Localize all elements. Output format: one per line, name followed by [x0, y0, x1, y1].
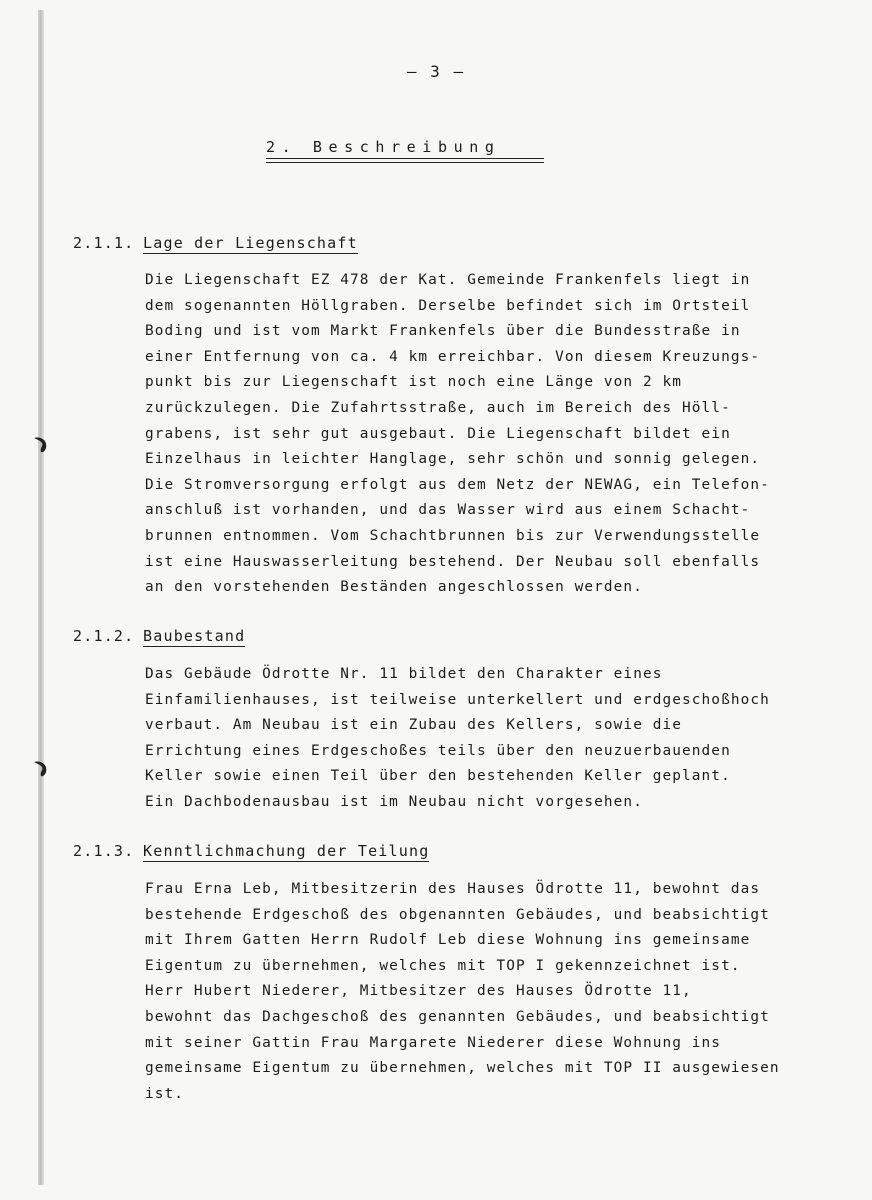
text-line: anschluß ist vorhanden, und das Wasser wird aus einem Schacht- [145, 502, 751, 519]
text-line: verbaut. Am Neubau ist ein Zubau des Kellers, sowie die [145, 717, 683, 734]
text-line: Eigentum zu übernehmen, welches mit TOP I gekennzeichnet ist. [145, 957, 741, 974]
subsection-title: Lage der Liegenschaft [143, 234, 358, 252]
text-line: mit seiner Gattin Frau Margarete Niederer diese Wohnung ins [145, 1034, 722, 1051]
punch-hole-mark-top [30, 432, 52, 458]
text-line: dem sogenannten Höllgraben. Derselbe befindet sich im Ortsteil [145, 297, 751, 314]
text-line: Ein Dachbodenausbau ist im Neubau nicht vorgesehen. [145, 793, 643, 810]
text-line: ist eine Hauswasserleitung bestehend. Der Neubau soll ebenfalls [145, 553, 761, 570]
text-line: Boding und ist vom Markt Frankenfels über die Bundesstraße in [145, 323, 741, 340]
subsection-number: 2.1.2. [73, 627, 135, 645]
subsection-title: Baubestand [143, 627, 246, 645]
text-line: Das Gebäude Ödrotte Nr. 11 bildet den Charakter eines [145, 666, 663, 682]
text-line: Herr Hubert Niederer, Mitbesitzer des Hauses Ödrotte 11, [145, 983, 692, 1000]
subsection-heading-teilung [73, 842, 429, 860]
subsection-title: Kenntlichmachung der Teilung [143, 842, 430, 860]
text-line: bewohnt das Dachgeschoß des genannten Gebäudes, und beabsichtigt [145, 1008, 770, 1025]
text-line: grabens, ist sehr gut ausgebaut. Die Liegenschaft bildet ein [145, 425, 731, 442]
text-line: zurückzulegen. Die Zufahrtsstraße, auch im Bereich des Höll- [145, 399, 731, 416]
text-line: an den vorstehenden Beständen angeschlossen werden. [145, 579, 643, 596]
punch-hole-mark-bottom [30, 756, 52, 782]
text-line: mit Ihrem Gatten Herrn Rudolf Leb diese Wohnung ins gemeinsame [145, 932, 751, 949]
text-line: Frau Erna Leb, Mitbesitzerin des Hauses Ödrotte 11, bewohnt das [145, 881, 761, 897]
paragraph-teilung [145, 877, 825, 1107]
text-line: Keller sowie einen Teil über den bestehenden Keller geplant. [145, 768, 731, 785]
paragraph-baubestand [145, 662, 825, 816]
text-line: Die Stromversorgung erfolgt aus dem Netz der NEWAG, ein Telefon- [145, 476, 770, 493]
binding-edge [38, 10, 44, 1185]
page-number: – 3 – [406, 62, 466, 81]
text-line: einer Entfernung von ca. 4 km erreichbar. Von diesem Kreuzungs- [145, 348, 761, 365]
text-line: punkt bis zur Liegenschaft ist noch eine Länge von 2 km [145, 374, 683, 391]
text-line: brunnen entnommen. Vom Schachtbrunnen bis zur Verwendungsstelle [145, 527, 761, 544]
subsection-heading-lage [73, 234, 358, 252]
subsection-number: 2.1.3. [73, 842, 135, 860]
text-line: bestehende Erdgeschoß des obgenannten Gebäudes, und beabsichtigt [145, 906, 770, 923]
text-line: Errichtung eines Erdgeschoßes teils über den neuzuerbauenden [145, 742, 731, 759]
text-line: Einzelhaus in leichter Hanglage, sehr schön und sonnig gelegen. [145, 451, 761, 468]
text-line: gemeinsame Eigentum zu übernehmen, welches mit TOP II ausgewiesen [145, 1060, 780, 1077]
text-line: ist. [145, 1085, 185, 1102]
text-line: Die Liegenschaft EZ 478 der Kat. Gemeinde Frankenfels liegt in [145, 272, 751, 288]
section-double-underline [266, 158, 544, 163]
subsection-number: 2.1.1. [73, 234, 135, 252]
paragraph-lage [145, 268, 825, 601]
section-heading: 2. Beschreibung [266, 138, 501, 156]
subsection-heading-baubestand [73, 627, 245, 645]
text-line: Einfamilienhauses, ist teilweise unterkellert und erdgeschoßhoch [145, 691, 770, 708]
